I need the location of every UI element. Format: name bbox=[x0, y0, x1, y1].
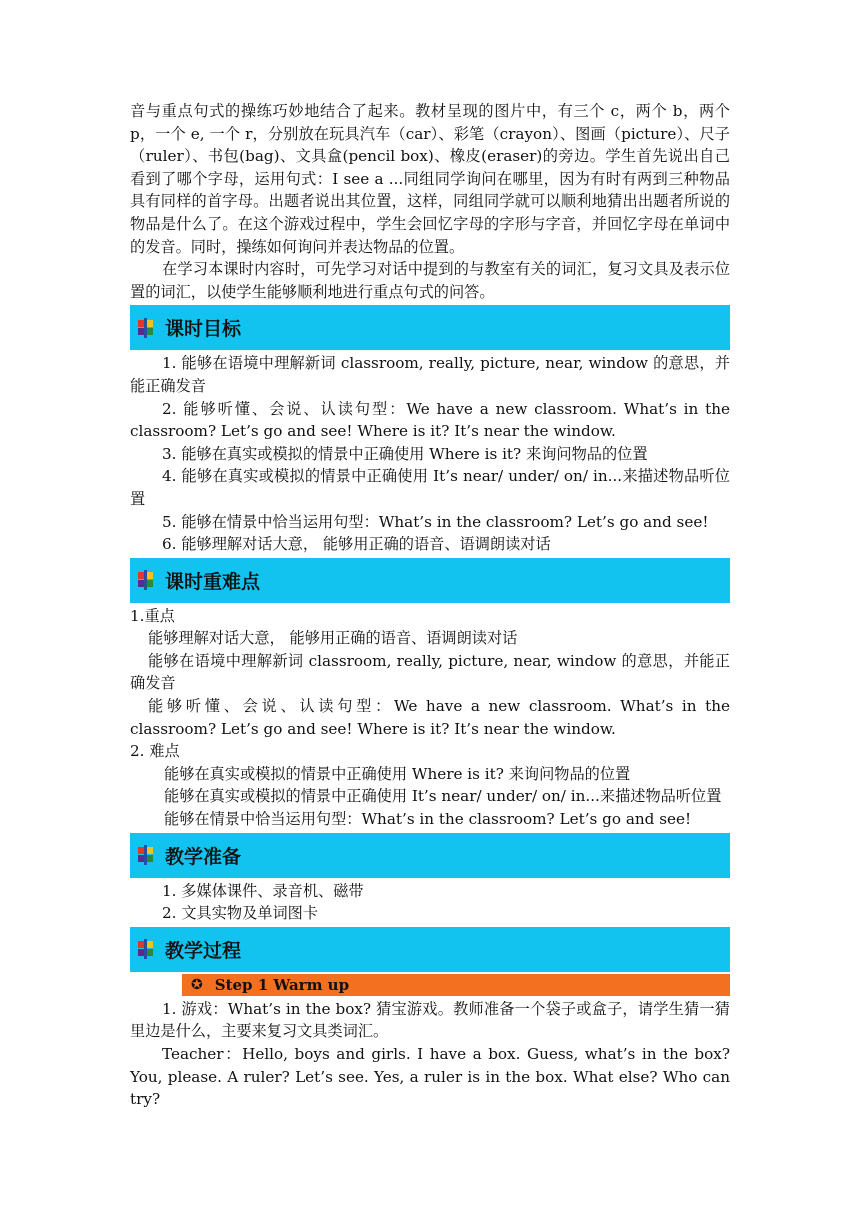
intro-paragraph-2: 在学习本课时内容时，可先学习对话中提到的与教室有关的词汇，复习文具及表示位置的词汇，以使学生能够顺利地进行重点句式的问答。 bbox=[130, 260, 730, 301]
objective-item: 4. 能够在真实或模拟的情景中正确使用 It’s near/ under/ on/ in...来描述物品听位置 bbox=[130, 467, 730, 508]
section-title: 教学过程 bbox=[165, 939, 242, 962]
section-title: 课时目标 bbox=[165, 318, 242, 341]
objective-item: 6. 能够理解对话大意， 能够用正确的语音、语调朗读对话 bbox=[162, 535, 551, 554]
preparation-item: 2. 文具实物及单词图卡 bbox=[162, 904, 319, 923]
section-heading-preparation bbox=[130, 833, 730, 878]
document-page bbox=[130, 100, 730, 1111]
section-heading-process bbox=[130, 927, 730, 972]
key-item: 能够听懂、会说、认读句型：We have a new classroom. What’s in the classroom? Let’s go and see! Where is it? It’s near the window. bbox=[130, 697, 730, 738]
section-title: 教学准备 bbox=[165, 845, 242, 868]
difficulty-item: 能够在真实或模拟的情景中正确使用 It’s near/ under/ on/ in...来描述物品听位置 bbox=[164, 787, 722, 806]
difficulty-item: 能够在情景中恰当运用句型：What’s in the classroom? Let’s go and see! bbox=[164, 810, 692, 829]
objective-item: 2. 能够听懂、会说、认读句型：We have a new classroom. What’s in the classroom? Let’s go and see! Where is it? It’s near the window. bbox=[130, 399, 730, 441]
intro-paragraph-1: 音与重点句式的操练巧妙地结合了起来。教材呈现的图片中，有三个 c，两个 b，两个 p，一个 e, 一个 r，分别放在玩具汽车（car）、彩笔（crayon）、图画（picture）、尺子（ruler）、书包(bag)、文具盒(pencil box)、橡皮(eraser)的旁边。学生首先说出自己看到了哪个字母，运用句式：I see a ...同组同学询问在哪里，因为有时有两到三种物品具有同样的首字母。出题者说出其位置，这样，同组同学就可以顺利地猜出出题者所说的物品是什么了。在这个游戏过程中，学生会回忆字母的字形与字音，并回忆字母在单词中的发音。同时，操练如何询问并表达物品的位置。 bbox=[130, 102, 730, 256]
star-bullet-icon: ✪ bbox=[191, 976, 203, 993]
step-label: Step 1 Warm up bbox=[214, 975, 350, 994]
step-banner bbox=[182, 974, 730, 996]
section-heading-objectives bbox=[130, 305, 730, 350]
preparation-item: 1. 多媒体课件、录音机、磁带 bbox=[162, 881, 364, 900]
bullet-flag-icon bbox=[138, 941, 154, 957]
key-item: 能够在语境中理解新词 classroom, really, picture, near, window 的意思，并能正确发音 bbox=[130, 651, 730, 693]
objective-item: 1. 能够在语境中理解新词 classroom, really, picture, near, window 的意思，并能正确发音 bbox=[130, 354, 730, 395]
difficulty-label: 2. 难点 bbox=[130, 742, 180, 761]
process-paragraph: Teacher：Hello, boys and girls. I have a box. Guess, what’s in the box? You, please. A ruler? Let’s see. Yes, a ruler is in the box. What else? Who can try? bbox=[130, 1045, 730, 1109]
section-heading-keypoints bbox=[130, 558, 730, 603]
difficulty-item: 能够在真实或模拟的情景中正确使用 Where is it? 来询问物品的位置 bbox=[164, 764, 631, 783]
process-paragraph: 1. 游戏：What’s in the box? 猜宝游戏。教师准备一个袋子或盒子，请学生猜一猜里边是什么，主要来复习文具类词汇。 bbox=[130, 999, 730, 1041]
bullet-flag-icon bbox=[138, 847, 154, 863]
key-label: 1.重点 bbox=[130, 606, 175, 625]
objective-item: 5. 能够在情景中恰当运用句型：What’s in the classroom? Let’s go and see! bbox=[162, 512, 709, 531]
objective-item: 3. 能够在真实或模拟的情景中正确使用 Where is it? 来询问物品的位置 bbox=[162, 444, 648, 463]
bullet-flag-icon bbox=[138, 320, 154, 336]
bullet-flag-icon bbox=[138, 572, 154, 588]
key-item: 能够理解对话大意， 能够用正确的语音、语调朗读对话 bbox=[148, 629, 518, 648]
section-title: 课时重难点 bbox=[165, 570, 261, 593]
